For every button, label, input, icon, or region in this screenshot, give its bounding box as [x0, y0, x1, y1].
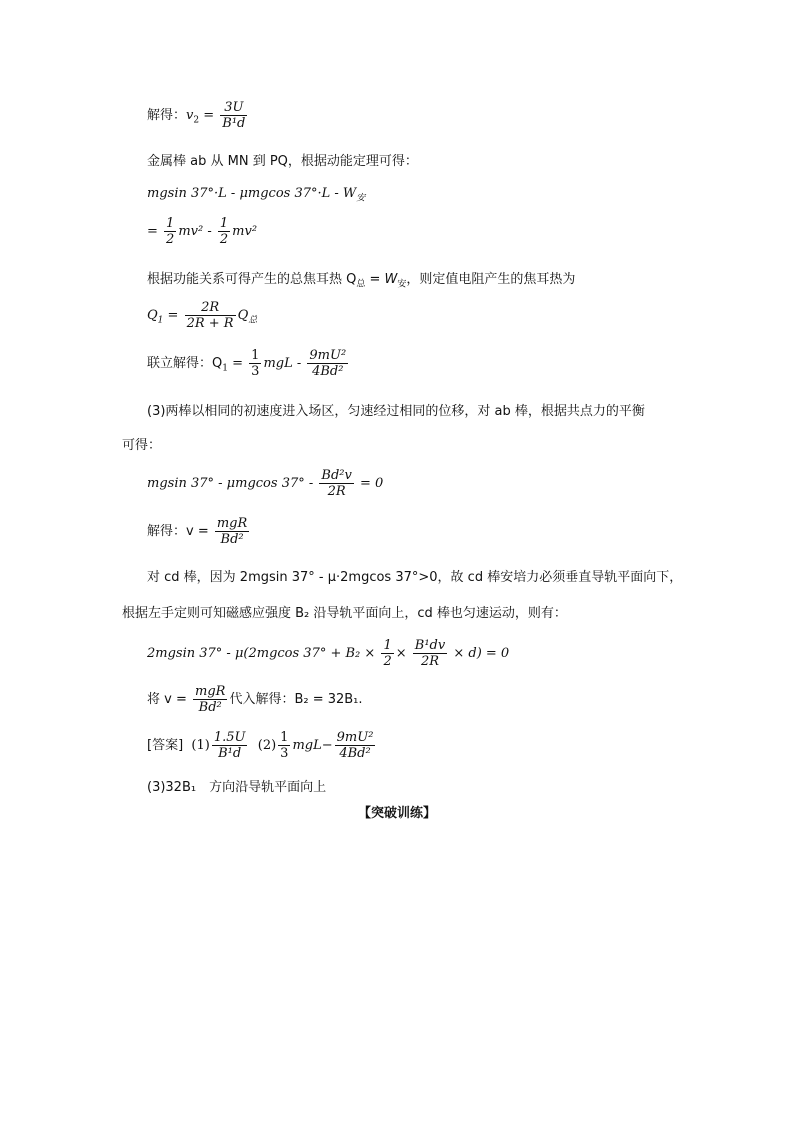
equation-combined	[147, 348, 350, 379]
num: 1	[219, 216, 229, 231]
expr: = 0	[359, 476, 384, 491]
expr: mv² -	[178, 224, 212, 239]
equation-v	[147, 516, 251, 547]
den: B¹d	[222, 116, 246, 131]
fraction	[212, 730, 248, 761]
expr: mv²	[232, 224, 258, 239]
equation-substitute	[147, 684, 363, 715]
answer-line	[147, 730, 377, 761]
answer-2: (2)	[257, 738, 277, 753]
den: 2	[219, 232, 229, 247]
den: 4Bd²	[307, 363, 348, 379]
sub: 总	[356, 279, 366, 290]
num: mgR	[195, 684, 226, 699]
fraction	[215, 516, 249, 547]
den: 3	[251, 364, 260, 379]
num: 9mU²	[309, 348, 347, 363]
fraction-third	[249, 348, 261, 379]
den: 3	[280, 746, 289, 761]
fraction	[220, 100, 247, 131]
den: 4Bd²	[335, 745, 376, 761]
text: = W	[365, 272, 398, 287]
expr: mgsin 37° - μmgcos 37° -	[147, 476, 314, 491]
sub: 安	[356, 193, 366, 204]
paragraph-ab-rod: 金属棒 ab 从 MN 到 PQ，根据动能定理可得：	[147, 154, 418, 169]
text: 根据功能关系可得产生的总焦耳热 Q	[147, 272, 357, 287]
fraction-third	[278, 730, 290, 761]
num: 1.5U	[213, 730, 246, 745]
text: 将 v =	[147, 692, 187, 707]
den: 2R + R	[186, 316, 234, 331]
den: B¹d	[212, 745, 248, 761]
den: 2R	[319, 483, 353, 499]
paragraph-cd-rod: 对 cd 棒，因为 2mgsin 37° - μ·2mgcos 37°>0，故 cd 棒安培力必须垂直导轨平面向下，	[147, 570, 683, 585]
eq: =	[203, 108, 215, 123]
equation-energy	[147, 186, 365, 204]
expr: ×	[395, 646, 407, 661]
num: 1	[251, 348, 260, 363]
fraction	[319, 468, 353, 499]
paragraph-part3-cont: 可得：	[122, 438, 162, 453]
fraction-half	[164, 216, 176, 247]
fraction	[335, 730, 376, 761]
num: mgR	[216, 516, 248, 531]
text: 代入解得：B₂ = 32B₁.	[229, 692, 363, 707]
fraction	[185, 300, 236, 331]
den: 2	[166, 232, 175, 247]
expr: mgsin 37°·L - μmgcos 37°·L - W	[147, 186, 357, 201]
num: 1	[166, 216, 175, 231]
sub: 总	[248, 315, 258, 326]
num: B¹dv	[414, 638, 446, 653]
den: 2R	[413, 653, 447, 669]
eq: =	[232, 356, 244, 371]
sub: 安	[397, 279, 407, 290]
num: Bd²v	[321, 468, 352, 483]
expr: × d) = 0	[453, 646, 510, 661]
sub: 2	[193, 115, 200, 126]
den: Bd²	[193, 699, 227, 715]
text: 解得：v =	[147, 524, 209, 539]
var: v	[186, 108, 194, 123]
fraction-half	[218, 216, 230, 247]
answer-3: (3)32B₁ 方向沿导轨平面向上	[147, 780, 327, 795]
paragraph-cd-rod-cont: 根据左手定则可知磁感应强度 B₂ 沿导轨平面向上，cd 棒也匀速运动，则有：	[122, 606, 567, 621]
equation-kinetic	[147, 216, 257, 247]
fraction	[307, 348, 348, 379]
section-title: 【突破训练】	[357, 806, 436, 821]
solution-line-v2	[147, 100, 249, 131]
den: 2	[383, 654, 392, 669]
var: Q	[237, 308, 249, 323]
equation-q1	[147, 300, 257, 331]
num: 3U	[224, 100, 244, 115]
fraction	[193, 684, 227, 715]
sub: 1	[157, 315, 164, 326]
expr: mgL -	[263, 356, 302, 371]
text: 解得：	[147, 108, 187, 123]
num: 1	[280, 730, 289, 745]
text: 联立解得：Q	[147, 356, 223, 371]
fraction-half	[381, 638, 393, 669]
eq: =	[167, 308, 179, 323]
fraction	[413, 638, 447, 669]
equation-equilibrium-cd	[147, 638, 509, 669]
expr: 2mgsin 37° - μ(2mgcos 37° + B₂ ×	[147, 646, 376, 661]
den: Bd²	[215, 531, 249, 547]
num: 9mU²	[336, 730, 374, 745]
text: ，则定值电阻产生的焦耳热为	[406, 272, 576, 287]
expr: mgL−	[292, 738, 333, 753]
num: 1	[383, 638, 392, 653]
paragraph-part3: (3)两棒以相同的初速度进入场区，匀速经过相同的位移，对 ab 棒，根据共点力的平衡	[147, 404, 645, 419]
var: Q	[147, 308, 158, 323]
paragraph-joule-heat	[147, 268, 575, 290]
answer-label: [答案]	[147, 738, 184, 753]
equation-equilibrium-ab	[147, 468, 383, 499]
num: 2R	[201, 300, 220, 315]
answer-1: (1)	[191, 738, 210, 753]
sub: 1	[222, 363, 228, 374]
eq: =	[147, 224, 158, 239]
